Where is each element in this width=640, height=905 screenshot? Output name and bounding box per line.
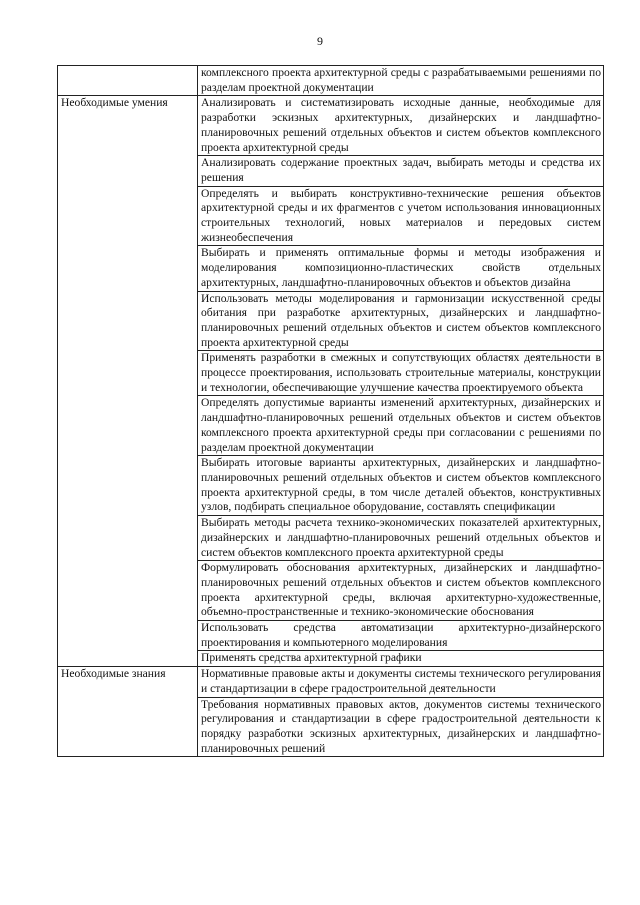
section-label-skills: Необходимые умения (58, 96, 198, 667)
table-cell: Использовать средства автоматизации архитектурно-дизайнерского проектирования и компьютерного моделирования (198, 621, 604, 651)
table-cell: Применять средства архитектурной графики (198, 651, 604, 667)
table-cell: Нормативные правовые акты и документы системы технического регулирования и стандартизации в сфере градостроительной деятельности (198, 667, 604, 697)
section-label-knowledge: Необходимые знания (58, 667, 198, 757)
table-cell: Использовать методы моделирования и гармонизации искусственной среды обитания при разработке архитектурных, дизайнерских и ландшафтно-планировочных решений отдельных объектов и систем объектов комплексного проекта архитектурной среды (198, 291, 604, 351)
table-cell: Формулировать обоснования архитектурных, дизайнерских и ландшафтно-планировочных решений отдельных объектов и систем объектов комплексного проекта архитектурной среды, включая архитектурно-художественные, объемно-пространственные и технико-экономические обоснования (198, 561, 604, 621)
table-cell: Анализировать содержание проектных задач, выбирать методы и средства их решения (198, 156, 604, 186)
table-row (58, 66, 604, 96)
table-cell: Определять допустимые варианты изменений архитектурных, дизайнерских и ландшафтно-планировочных решений отдельных объектов и систем объектов комплексного проекта архитектурной среды при согласовании с решениями по разделам проектной документации (198, 396, 604, 456)
requirements-table (57, 65, 604, 757)
row-label (58, 66, 198, 96)
table-cell: комплексного проекта архитектурной среды с разрабатываемыми решениями по разделам проектной документации (198, 66, 604, 96)
table-cell: Выбирать итоговые варианты архитектурных, дизайнерских и ландшафтно-планировочных решений отдельных объектов и систем объектов комплексного проекта архитектурной среды, в том числе деталей объектов, конструктивных узлов, подбирать специальное оборудование, составлять спецификации (198, 456, 604, 516)
table-cell: Требования нормативных правовых актов, документов системы технического регулирования и стандартизации в сфере градостроительной деятельности к порядку разработки эскизных архитектурных, дизайнерских и ландшафтно-планировочных решений (198, 697, 604, 757)
table-cell: Анализировать и систематизировать исходные данные, необходимые для разработки эскизных архитектурных, дизайнерских и ландшафтно-планировочных решений отдельных объектов и систем объектов комплексного проекта архитектурной среды (198, 96, 604, 156)
table-cell: Выбирать и применять оптимальные формы и методы изображения и моделирования композиционно-пластических свойств отдельных архитектурных, ландшафтно-планировочных объектов и объектов дизайна (198, 246, 604, 291)
table-row (58, 667, 604, 697)
table-cell: Применять разработки в смежных и сопутствующих областях деятельности в процессе проектирования, использовать строительные материалы, конструкции и технологии, обеспечивающие улучшение качества проектируемого объекта (198, 351, 604, 396)
table-cell: Определять и выбирать конструктивно-технические решения объектов архитектурной среды и их фрагментов с учетом использования инновационных строительных технологий, новых материалов и передовых систем жизнеобеспечения (198, 186, 604, 246)
table-row (58, 96, 604, 156)
page-number: 9 (317, 34, 323, 48)
table-cell: Выбирать методы расчета технико-экономических показателей архитектурных, дизайнерских и ландшафтно-планировочных решений отдельных объектов и систем объектов комплексного проекта архитектурной среды (198, 516, 604, 561)
